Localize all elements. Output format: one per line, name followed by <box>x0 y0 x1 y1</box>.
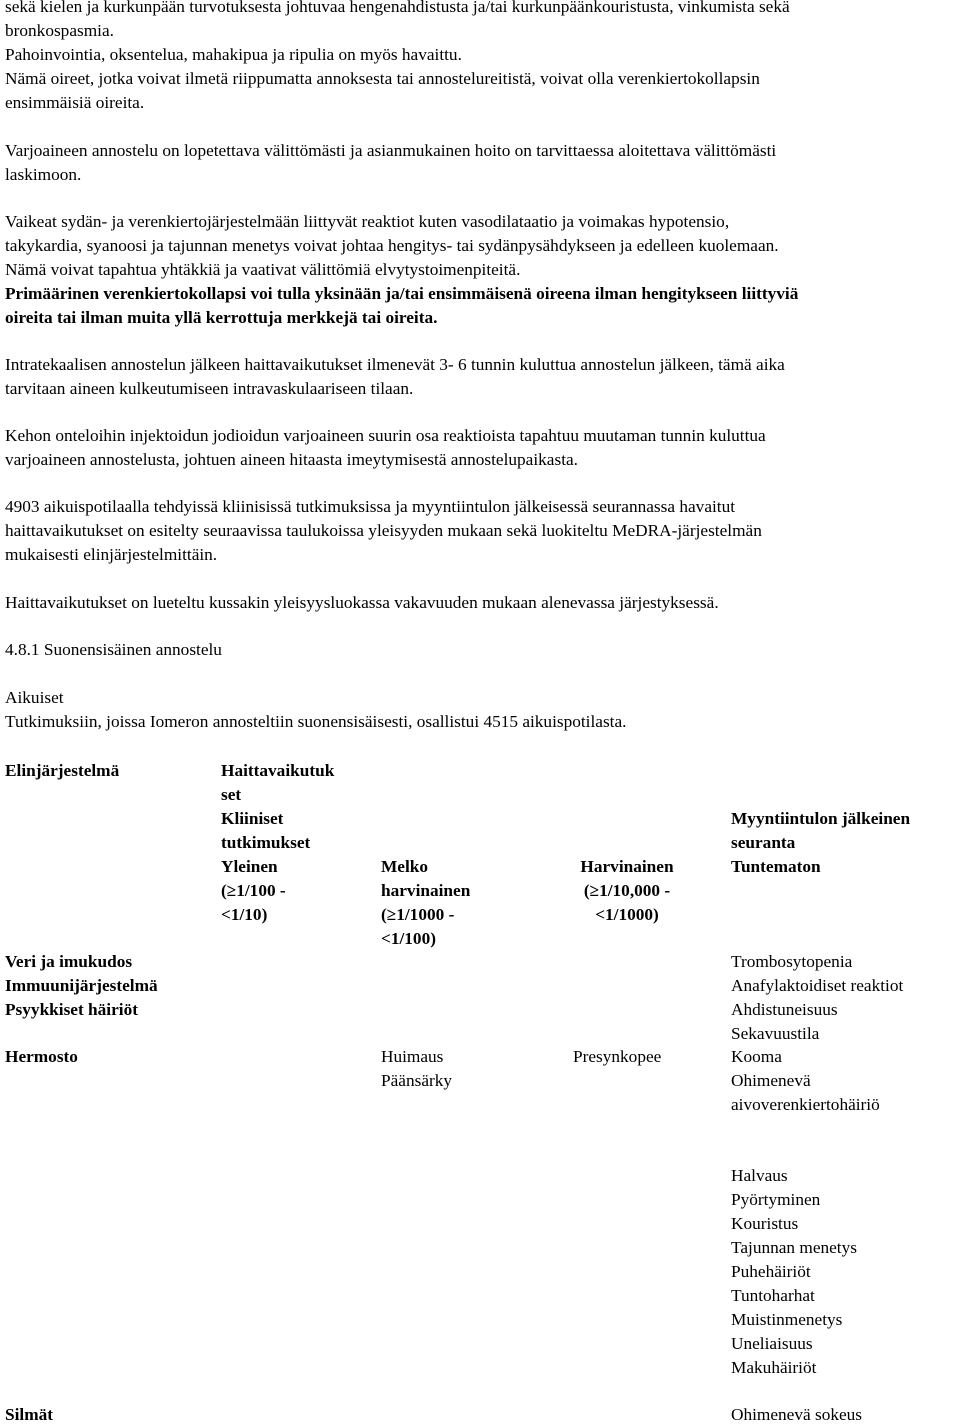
nervous-post: Kooma Ohimenevä aivoverenkiertohäiriö <box>731 1047 880 1114</box>
body-text-line: haittavaikutukset on esitelty seuraavissa taulukoissa yleisyyden mukaan sekä luokiteltu MeDRA-järjestelmän <box>5 521 762 540</box>
body-text-line: Vaikeat sydän- ja verenkiertojärjestelmään liittyvät reaktiot kuten vasodilataatio ja voimakas hypotensio, <box>5 212 730 231</box>
nervous-post-2: Halvaus Pyörtyminen Kouristus Tajunnan menetys Puhehäiriöt Tuntoharhat Muistinmenetys Uneliaisuus Makuhäiriöt <box>731 1166 857 1377</box>
body-text-line: 4903 aikuispotilaalla tehdyissä kliinisissä tutkimuksissa ja myyntiintulon jälkeisessä seurannassa havaitut <box>5 497 736 516</box>
organ-blood: Veri ja imukudos <box>5 952 133 971</box>
body-text-line: varjoaineen annostelusta, johtuen aineen hitaasta imeytymisestä annostelupaikasta. <box>5 450 578 469</box>
organ-psych: Psyykkiset häiriöt <box>5 1000 138 1019</box>
table-header-post: Myyntiintulon jälkeinen seuranta Tuntematon <box>731 809 911 876</box>
adults-label: Aikuiset <box>5 688 64 707</box>
body-text-line: ensimmäisiä oireita. <box>5 93 145 112</box>
body-text-line: Intratekaalisen annostelun jälkeen haittavaikutukset ilmenevät 3- 6 tunnin kuluttua annostelun jälkeen, tämä aika <box>5 355 785 374</box>
body-text-line: bronkospasmia. <box>5 21 114 40</box>
eyes-post: Ohimenevä sokeus <box>731 1405 863 1424</box>
bold-warning-line: oireita tai ilman muita yllä kerrottuja merkkejä tai oireita. <box>5 308 438 327</box>
table-header-common: Haittavaikutuk set Kliiniset tutkimukset Yleinen (≥1/100 - <1/10) <box>221 761 335 924</box>
nervous-rare: Presynkopee <box>573 1047 662 1066</box>
body-text-line: mukaisesti elinjärjestelmittäin. <box>5 545 218 564</box>
body-text-line: Nämä oireet, jotka voivat ilmetä riippumatta annoksesta tai annostelureitistä, voivat olla verenkiertokollapsin <box>5 69 760 88</box>
bold-warning-line: Primäärinen verenkiertokollapsi voi tulla yksinään ja/tai ensimmäisenä oireena ilman hengitykseen liittyviä <box>5 284 799 303</box>
adults-text: Tutkimuksiin, joissa Iomeron annosteltiin suonensisäisesti, osallistui 4515 aikuispotilasta. <box>5 712 627 731</box>
table-header-organ: Elinjärjestelmä <box>5 761 120 780</box>
table-header-rare: Harvinainen (≥1/10,000 - <1/1000) <box>580 857 674 924</box>
body-text-line: Haittavaikutukset on lueteltu kussakin yleisyysluokassa vakavuuden mukaan alenevassa järjestyksessä. <box>5 593 719 612</box>
nervous-uncommon: Huimaus Päänsärky <box>381 1047 453 1090</box>
section-heading: 4.8.1 Suonensisäinen annostelu <box>5 640 222 659</box>
body-text-line: laskimoon. <box>5 165 82 184</box>
organ-nervous: Hermosto <box>5 1047 78 1066</box>
body-text-line: tarvitaan aineen kulkeutumiseen intravaskulaariseen tilaan. <box>5 379 414 398</box>
body-text-line: Pahoinvointia, oksentelua, mahakipua ja ripulia on myös havaittu. <box>5 45 462 64</box>
organ-immune: Immuunijärjestelmä <box>5 976 158 995</box>
organ-eyes: Silmät <box>5 1405 54 1424</box>
body-text-line: Kehon onteloihin injektoidun jodioidun varjoaineen suurin osa reaktioista tapahtuu muutaman tunnin kuluttua <box>5 426 766 445</box>
table-header-uncommon: Melko harvinainen (≥1/1000 - <1/100) <box>381 857 471 948</box>
post-marketing-block1: Trombosytopenia Anafylaktoidiset reaktiot Ahdistuneisuus Sekavuustila <box>731 952 904 1043</box>
body-text-line: takykardia, syanoosi ja tajunnan menetys voivat johtaa hengitys- tai sydänpysähdykseen ja edelleen kuolemaan. <box>5 236 779 255</box>
body-text-line: sekä kielen ja kurkunpään turvotuksesta johtuvaa hengenahdistusta ja/tai kurkunpäänkouristusta, vinkumista sekä <box>5 0 790 16</box>
body-text-line: Varjoaineen annostelu on lopetettava välittömästi ja asianmukainen hoito on tarvittaessa aloitettava välittömästi <box>5 141 777 160</box>
body-text-line: Nämä voivat tapahtua yhtäkkiä ja vaativat välittömiä elvytystoimenpiteitä. <box>5 260 521 279</box>
